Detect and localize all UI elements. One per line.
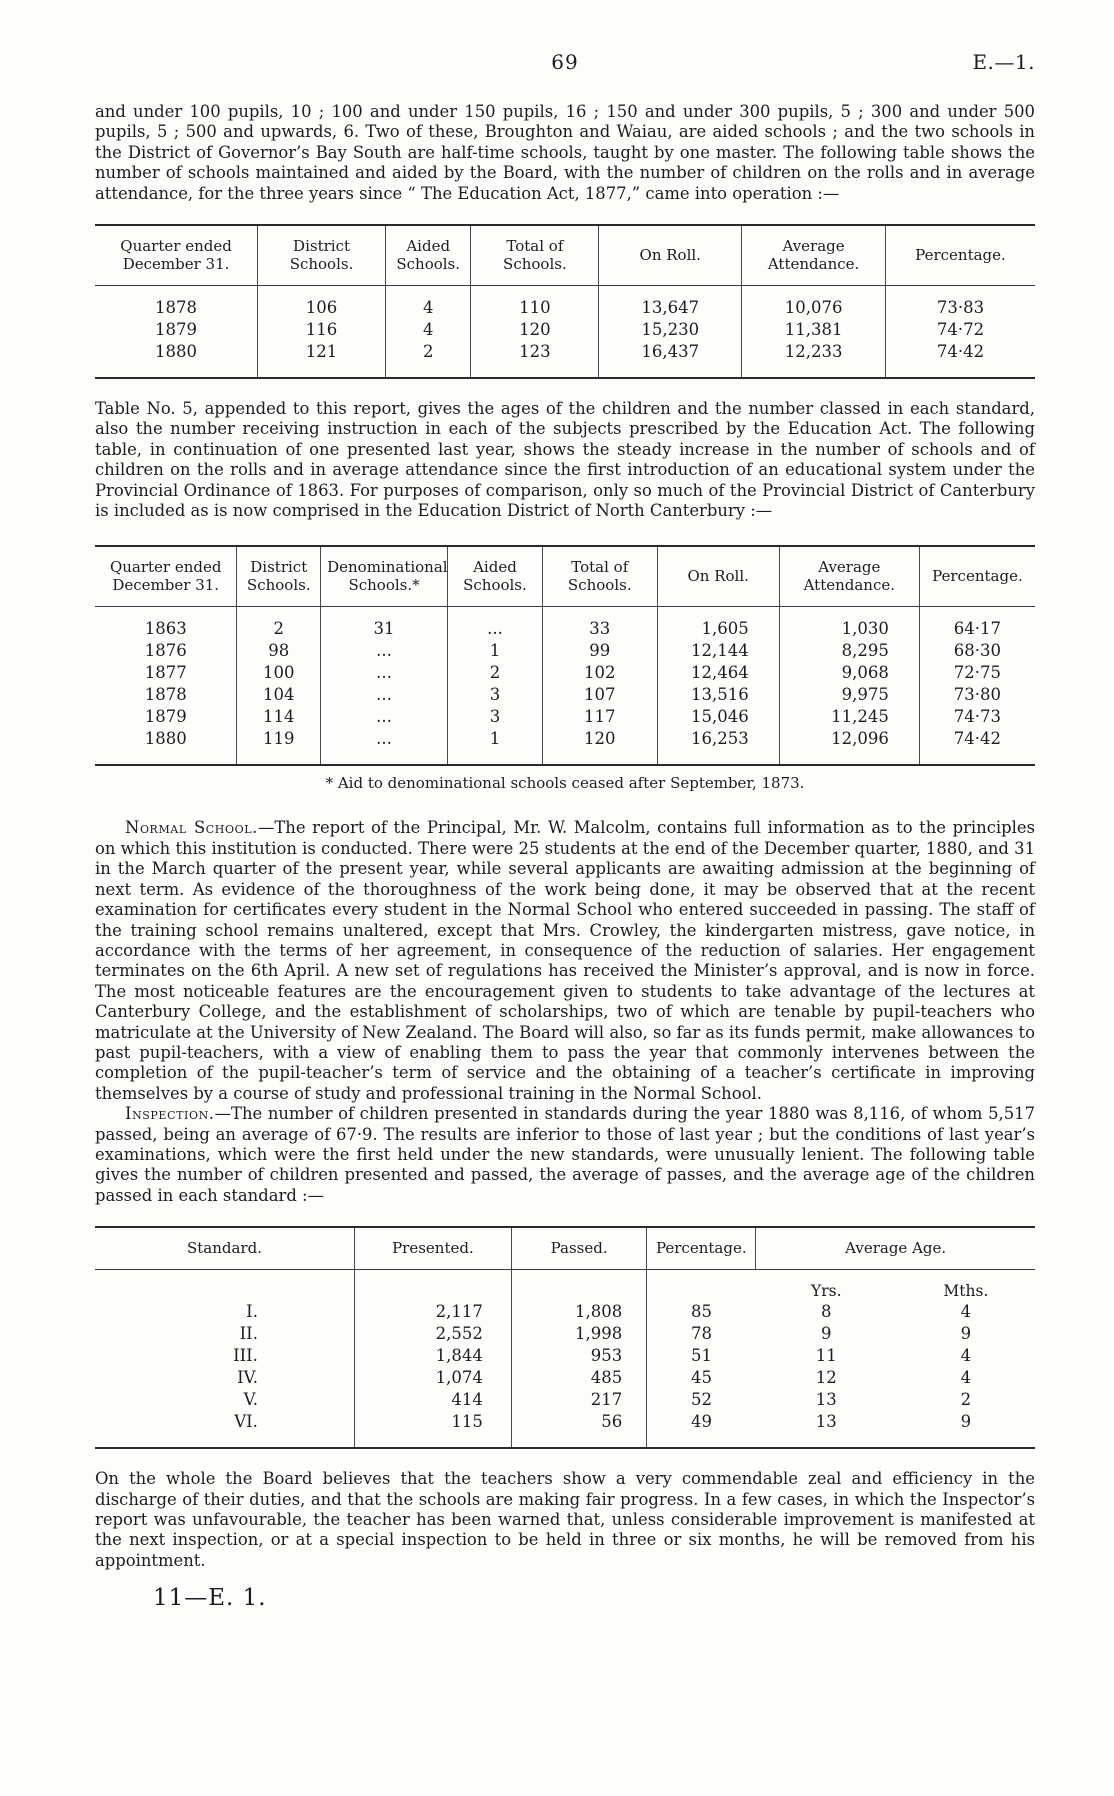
running-head bbox=[95, 50, 1035, 78]
table-cell: 12 bbox=[815, 1368, 837, 1388]
table-cell: 8,295 bbox=[779, 640, 919, 662]
table-cell: 15,230 bbox=[599, 319, 742, 341]
table-header-row bbox=[95, 1227, 1035, 1270]
table-cell: 1879 bbox=[144, 707, 187, 727]
table-cell: 33 bbox=[542, 607, 657, 640]
table-schools-since-1863 bbox=[95, 545, 1035, 766]
column-header: Total of Schools. bbox=[542, 546, 657, 607]
table-cell: 74·73 bbox=[919, 706, 1035, 728]
paragraph-inspection bbox=[95, 1104, 1035, 1206]
table-cell: 10,076 bbox=[742, 286, 886, 319]
table-cell: 2 bbox=[237, 607, 321, 640]
table-cell: 85 bbox=[647, 1300, 756, 1323]
page-number: 69 bbox=[551, 50, 579, 74]
table-cell: 116 bbox=[258, 319, 386, 341]
table-cell: 12,464 bbox=[657, 662, 779, 684]
table-row bbox=[95, 1345, 1035, 1367]
table-cell: 119 bbox=[237, 728, 321, 766]
column-header: On Roll. bbox=[599, 225, 742, 286]
column-header: Standard. bbox=[95, 1227, 354, 1270]
table-cell: V. bbox=[243, 1390, 258, 1410]
table-cell: 13,516 bbox=[657, 684, 779, 706]
table-row bbox=[95, 286, 1035, 319]
table-cell: 98 bbox=[237, 640, 321, 662]
table-cell: 4 bbox=[960, 1302, 972, 1322]
table-row bbox=[95, 319, 1035, 341]
table-cell: 72·75 bbox=[919, 662, 1035, 684]
table-cell: 51 bbox=[647, 1345, 756, 1367]
table-cell: II. bbox=[239, 1324, 258, 1344]
table-cell: 8 bbox=[821, 1302, 832, 1322]
table-cell: III. bbox=[233, 1346, 258, 1366]
table-cell: 13 bbox=[815, 1412, 837, 1432]
table-cell: 73·80 bbox=[919, 684, 1035, 706]
column-header: Quarter ended December 31. bbox=[95, 225, 258, 286]
column-header: Aided Schools. bbox=[385, 225, 471, 286]
table-cell: 73·83 bbox=[885, 286, 1035, 319]
table-cell: 2 bbox=[385, 341, 471, 379]
document-reference: E.—1. bbox=[972, 50, 1035, 74]
table-cell: 1863 bbox=[144, 619, 187, 639]
table-cell: 115 bbox=[354, 1411, 511, 1449]
table-cell: 9 bbox=[960, 1324, 972, 1344]
table-cell: 4 bbox=[960, 1368, 972, 1388]
table-standards-wrap bbox=[95, 1226, 1035, 1449]
table-body bbox=[95, 286, 1035, 379]
table-cell: 1 bbox=[447, 640, 542, 662]
table-cell: 11,245 bbox=[779, 706, 919, 728]
column-header: District Schools. bbox=[237, 546, 321, 607]
table-cell: 107 bbox=[542, 684, 657, 706]
paragraph-lead: Normal School. bbox=[125, 818, 258, 838]
table-cell: VI. bbox=[234, 1412, 258, 1432]
table-cell: 2 bbox=[447, 662, 542, 684]
table-cell: 12,233 bbox=[742, 341, 886, 379]
column-header: Percentage. bbox=[647, 1227, 756, 1270]
table-row bbox=[95, 662, 1035, 684]
table-cell: ... bbox=[321, 684, 448, 706]
table-cell: 217 bbox=[511, 1389, 646, 1411]
table-body bbox=[95, 1270, 1035, 1449]
table-cell: 1,808 bbox=[511, 1300, 646, 1323]
column-header: Average Attendance. bbox=[742, 225, 886, 286]
table-cell: 31 bbox=[321, 607, 448, 640]
table-cell: ... bbox=[321, 728, 448, 766]
table-row bbox=[95, 1300, 1035, 1323]
column-header: Aided Schools. bbox=[447, 546, 542, 607]
table-row bbox=[95, 640, 1035, 662]
table-row bbox=[95, 706, 1035, 728]
table-cell: 120 bbox=[542, 728, 657, 766]
table-cell: 4 bbox=[385, 286, 471, 319]
table-cell: ... bbox=[321, 640, 448, 662]
table-cell: 1,844 bbox=[354, 1345, 511, 1367]
column-header: Total of Schools. bbox=[471, 225, 599, 286]
printer-signature: 11—E. 1. bbox=[153, 1585, 267, 1612]
table-cell: 9,068 bbox=[779, 662, 919, 684]
table-schools-since-1877 bbox=[95, 224, 1035, 379]
table-cell bbox=[95, 1270, 354, 1301]
table-cell: 1880 bbox=[144, 729, 187, 749]
table-cell: 9 bbox=[960, 1412, 972, 1432]
table-cell: 110 bbox=[471, 286, 599, 319]
table-cell: 4 bbox=[385, 319, 471, 341]
age-unit-label: Mths. bbox=[943, 1282, 989, 1301]
column-header: Presented. bbox=[354, 1227, 511, 1270]
table-cell: 78 bbox=[647, 1323, 756, 1345]
age-unit-label: Yrs. bbox=[811, 1282, 842, 1301]
column-header: On Roll. bbox=[657, 546, 779, 607]
table-row bbox=[95, 684, 1035, 706]
table-cell: 1880 bbox=[155, 342, 198, 362]
column-header: Percentage. bbox=[919, 546, 1035, 607]
column-header: Percentage. bbox=[885, 225, 1035, 286]
table-cell: 16,437 bbox=[599, 341, 742, 379]
table-row bbox=[95, 607, 1035, 640]
table-cell: 16,253 bbox=[657, 728, 779, 766]
column-header: Passed. bbox=[511, 1227, 646, 1270]
table-cell bbox=[647, 1270, 756, 1301]
table-cell: 117 bbox=[542, 706, 657, 728]
table-cell: 74·72 bbox=[885, 319, 1035, 341]
table-body bbox=[95, 607, 1035, 766]
table-cell: I. bbox=[246, 1302, 258, 1322]
table-cell: 1,605 bbox=[657, 607, 779, 640]
table-cell: 1,998 bbox=[511, 1323, 646, 1345]
table-cell: 4 bbox=[960, 1346, 972, 1366]
table-cell: 2 bbox=[960, 1390, 972, 1410]
table-cell: 74·42 bbox=[919, 728, 1035, 766]
table-cell: 2,552 bbox=[354, 1323, 511, 1345]
table-cell bbox=[354, 1270, 511, 1301]
table-row bbox=[95, 1367, 1035, 1389]
column-header: District Schools. bbox=[258, 225, 386, 286]
paragraph-text: —The report of the Principal, Mr. W. Malcolm, contains full information as to the principles on which this institution is conducted. There were 25 students at the end of the December quarter, 1880, and 31 in the March quarter of the present year, while several applicants are awaiting admission at the beginning of next term. As evidence of the thoroughness of the work being done, it may be observed that at the recent examination for certificates every student in the Normal School who entered succeeded in passing. The staff of the training school remains unaltered, except that Mrs. Crowley, the kindergarten mistress, gave notice, in accordance with the terms of her agreement, in consequence of the reduction of salaries. Her engagement terminates on the 6th April. A new set of regulations has received the Minister’s approval, and is now in force. The most noticeable features are the encouragement given to students to take advantage of the lectures at Canterbury College, and the establishment of scholarships, two of which are tenable by pupil-teachers who matriculate at the University of New Zealand. The Board will also, so far as its funds permit, make allowances to past pupil-teachers, with a view of enabling them to pass the year that commonly intervenes between the completion of the pupil-teacher’s term of service and the obtaining of a teacher’s certificate in improving themselves by a course of study and professional training in the Normal School. bbox=[95, 818, 1035, 1103]
table-cell: 1878 bbox=[144, 685, 187, 705]
paragraph-text: —The number of children presented in standards during the year 1880 was 8,116, of whom 5,517 passed, being an average of 67·9. The results are inferior to those of last year ; but the conditions of last year’s examinations, which were the first held under the new standards, were unusually lenient. The following table gives the number of children presented and passed, the average of passes, and the average age of the children passed in each standard :— bbox=[95, 1104, 1035, 1205]
table-cell: 12,096 bbox=[779, 728, 919, 766]
table-header-row bbox=[95, 546, 1035, 607]
table-cell: 1877 bbox=[144, 663, 187, 683]
paragraph-board-conclusion: On the whole the Board believes that the teachers show a very commendable zeal and efficiency in the discharge of their duties, and that the schools are making fair progress. In a few cases, in which the Inspector’s report was unfavourable, the teacher has been warned that, unless considerable improvement is manifested at the next inspection, or at a special inspection to be held in three or six months, he will be removed from his appointment. bbox=[95, 1469, 1035, 1570]
paragraph-school-sizes: and under 100 pupils, 10 ; 100 and under 150 pupils, 16 ; 150 and under 300 pupils, 5 ; 300 and under 500 pupils, 5 ; 500 and upwards, 6. Two of these, Broughton and Waiau, are aided schools ; and the two schools in the District of Governor’s Bay South are half-time schools, taught by one master. The following table shows the number of schools maintained and aided by the Board, with the number of children on the rolls and in average attendance, for the three years since “ The Education Act, 1877,” came into operation :— bbox=[95, 102, 1035, 203]
table-cell: 56 bbox=[511, 1411, 646, 1449]
table-schools-since-1863-wrap bbox=[95, 545, 1035, 792]
table-cell: ... bbox=[321, 706, 448, 728]
table-cell: 104 bbox=[237, 684, 321, 706]
table-standards-results bbox=[95, 1226, 1035, 1449]
column-header: Quarter ended December 31. bbox=[95, 546, 237, 607]
table-cell bbox=[511, 1270, 646, 1301]
column-header: Average Attendance. bbox=[779, 546, 919, 607]
column-header: Denominational Schools.* bbox=[321, 546, 448, 607]
table-cell: 11,381 bbox=[742, 319, 886, 341]
table-cell: 121 bbox=[258, 341, 386, 379]
table-cell: 68·30 bbox=[919, 640, 1035, 662]
age-units-row bbox=[95, 1270, 1035, 1301]
table-cell: 2,117 bbox=[354, 1300, 511, 1323]
paragraph-normal-school bbox=[95, 818, 1035, 1104]
table-cell: 12,144 bbox=[657, 640, 779, 662]
table-footnote: * Aid to denominational schools ceased after September, 1873. bbox=[325, 774, 805, 793]
paragraph-lead: Inspection. bbox=[125, 1104, 215, 1124]
table-cell: 1 bbox=[447, 728, 542, 766]
table-cell: 13 bbox=[815, 1390, 837, 1410]
table-cell: 13,647 bbox=[599, 286, 742, 319]
table-cell: 11 bbox=[815, 1346, 837, 1366]
table-cell: IV. bbox=[237, 1368, 258, 1388]
table-cell: 123 bbox=[471, 341, 599, 379]
table-cell: 1,074 bbox=[354, 1367, 511, 1389]
table-cell: 1,030 bbox=[779, 607, 919, 640]
table-cell: 3 bbox=[447, 706, 542, 728]
table-cell: 120 bbox=[471, 319, 599, 341]
table-header-row bbox=[95, 225, 1035, 286]
table-cell: ... bbox=[447, 607, 542, 640]
table-cell: 99 bbox=[542, 640, 657, 662]
table-cell: 102 bbox=[542, 662, 657, 684]
table-cell: 45 bbox=[647, 1367, 756, 1389]
table-cell: 64·17 bbox=[919, 607, 1035, 640]
table-cell: 15,046 bbox=[657, 706, 779, 728]
table-row bbox=[95, 1323, 1035, 1345]
table-cell: 9,975 bbox=[779, 684, 919, 706]
table-row bbox=[95, 1389, 1035, 1411]
table-cell: 52 bbox=[647, 1389, 756, 1411]
table-cell: 106 bbox=[258, 286, 386, 319]
column-header: Average Age. bbox=[756, 1227, 1035, 1270]
table-cell: 49 bbox=[647, 1411, 756, 1449]
table-cell: 1878 bbox=[155, 298, 198, 318]
table-row bbox=[95, 341, 1035, 379]
table-row bbox=[95, 1411, 1035, 1449]
table-row bbox=[95, 728, 1035, 766]
table-cell: 3 bbox=[447, 684, 542, 706]
table-cell: 100 bbox=[237, 662, 321, 684]
table-cell: ... bbox=[321, 662, 448, 684]
paragraph-table5-intro: Table No. 5, appended to this report, gives the ages of the children and the number classed in each standard, also the number receiving instruction in each of the subjects prescribed by the Education Act. The following table, in continuation of one presented last year, shows the steady increase in the number of schools and of children on the rolls and in average attendance since the first introduction of an educational system under the Provincial Ordinance of 1863. For purposes of comparison, only so much of the Provincial District of Canterbury is included as is now comprised in the Education District of North Canterbury :— bbox=[95, 399, 1035, 521]
table-cell: 114 bbox=[237, 706, 321, 728]
table-cell: 1879 bbox=[155, 320, 198, 340]
table-cell: 485 bbox=[511, 1367, 646, 1389]
table-cell: 953 bbox=[511, 1345, 646, 1367]
table-cell: 414 bbox=[354, 1389, 511, 1411]
table-schools-since-1877-wrap bbox=[95, 224, 1035, 379]
table-cell: 1876 bbox=[144, 641, 187, 661]
table-cell: 74·42 bbox=[885, 341, 1035, 379]
table-cell: 9 bbox=[821, 1324, 832, 1344]
